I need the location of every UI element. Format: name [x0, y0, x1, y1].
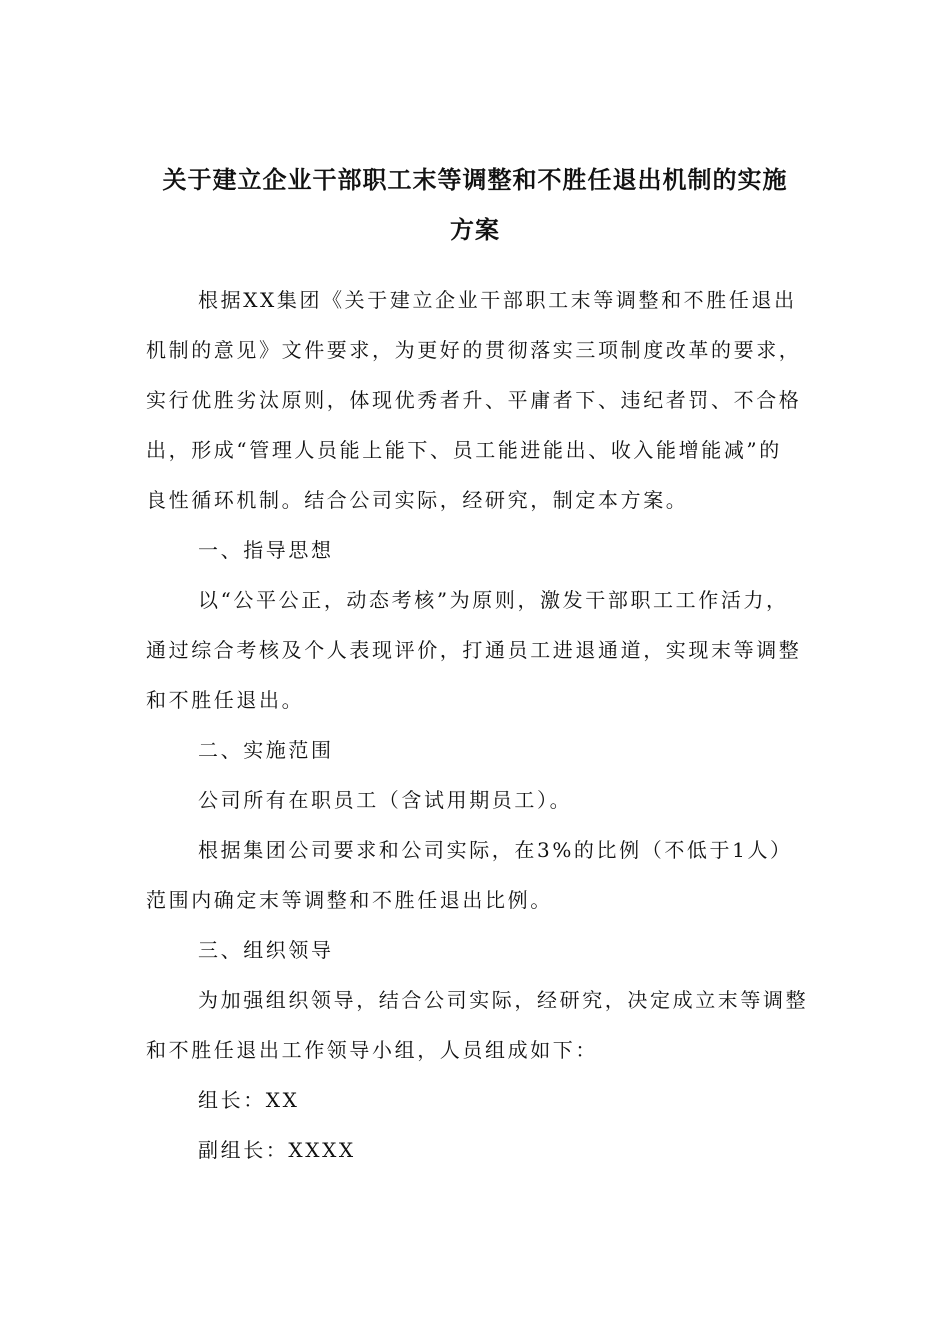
- intro-line: 机制的意见》文件要求，为更好的贯彻落实三项制度改革的要求，: [146, 338, 802, 362]
- deputy-leader-line: 副组长：XXXX: [198, 1138, 356, 1162]
- document-body: [146, 275, 809, 1175]
- leader-line: 组长：XX: [198, 1088, 300, 1112]
- title-line-2: 方案: [450, 215, 500, 244]
- title-line-1: 关于建立企业干部职工末等调整和不胜任退出机制的实施: [162, 165, 788, 194]
- paragraph-line: 为加强组织领导，结合公司实际，经研究，决定成立末等调整: [198, 988, 809, 1012]
- paragraph-line: 和不胜任退出工作领导小组，人员组成如下：: [146, 1038, 598, 1062]
- section-heading-guiding-ideology: 一、指导思想: [198, 538, 334, 562]
- document-title: [140, 155, 810, 255]
- section-heading-organization: 三、组织领导: [198, 938, 334, 962]
- scope-paragraph-2: [146, 825, 800, 925]
- guiding-ideology-paragraph: [146, 575, 800, 725]
- paragraph-line: 和不胜任退出。: [146, 688, 305, 712]
- section-heading-scope: 二、实施范围: [198, 738, 334, 762]
- scope-paragraph-1: 公司所有在职员工（含试用期员工）。: [198, 788, 573, 812]
- organization-paragraph: [146, 975, 809, 1075]
- intro-line: 根据XX集团《关于建立企业干部职工末等调整和不胜任退出: [198, 288, 797, 312]
- paragraph-line: 以“公平公正，动态考核”为原则，激发干部职工工作活力，: [198, 588, 789, 612]
- paragraph-line: 范围内确定末等调整和不胜任退出比例。: [146, 888, 553, 912]
- intro-line: 实行优胜劣汰原则，体现优秀者升、平庸者下、违纪者罚、不合格: [146, 388, 802, 412]
- intro-paragraph: [146, 275, 800, 525]
- paragraph-line: 通过综合考核及个人表现评价，打通员工进退通道，实现末等调整: [146, 638, 802, 662]
- paragraph-line: 根据集团公司要求和公司实际，在3%的比例（不低于1人）: [198, 838, 793, 862]
- intro-line: 出，形成“管理人员能上能下、员工能进能出、收入能增能减”的: [146, 438, 782, 462]
- intro-line: 良性循环机制。结合公司实际，经研究，制定本方案。: [146, 488, 689, 512]
